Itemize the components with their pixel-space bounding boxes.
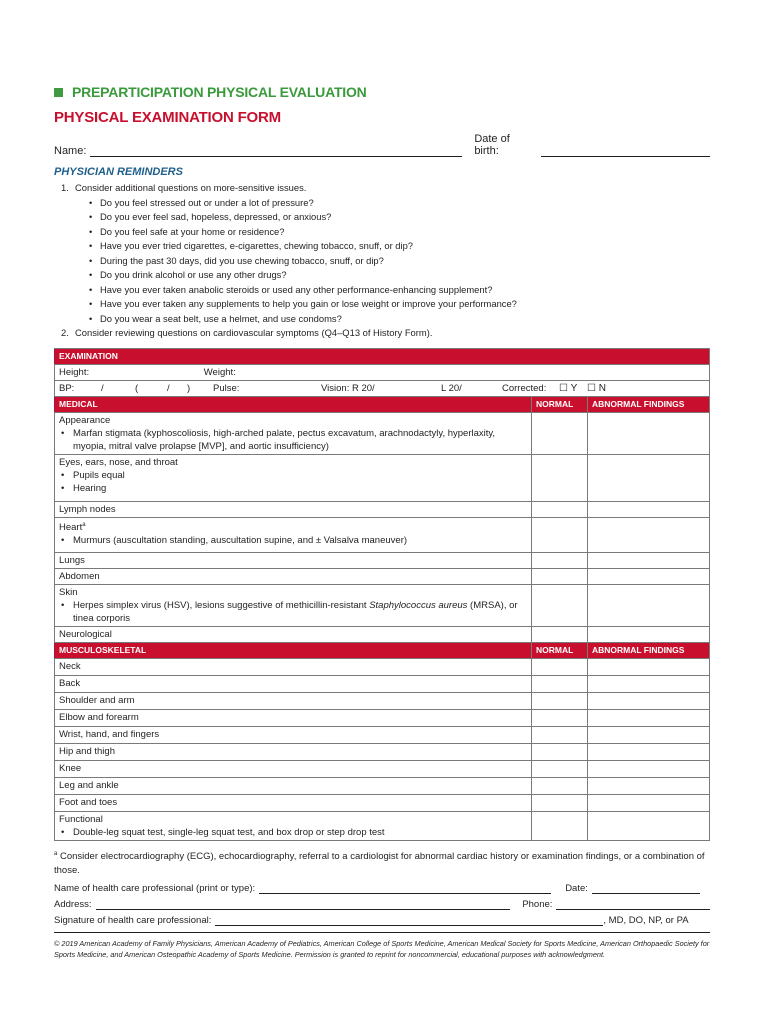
date-field[interactable] [592,882,700,894]
normal-cell[interactable] [532,811,588,840]
musculoskeletal-band [55,642,710,658]
msk-label: Back [55,675,532,692]
table-row [55,726,710,743]
eyes-detail-1: Pupils equal [73,469,125,481]
normal-cell[interactable] [532,454,588,501]
msk-label: Wrist, hand, and fingers [55,726,532,743]
msk-label: Foot and toes [55,794,532,811]
normal-cell[interactable] [532,726,588,743]
reminder-item [54,326,710,341]
eyes-detail-2: Hearing [73,482,107,494]
appearance-detail-cont: myopia, mitral valve prolapse [MVP], and aortic insufficiency) [73,440,329,452]
table-row [55,760,710,777]
exam-form-page [54,82,710,960]
normal-cell[interactable] [532,658,588,675]
table-row [55,794,710,811]
abnormal-cell[interactable] [588,709,710,726]
reminder-item [54,181,710,326]
vitals-cell[interactable] [55,380,710,396]
abnormal-cell[interactable] [588,517,710,552]
heart-detail: Murmurs (auscultation standing, auscultation supine, and ± Valsalva maneuver) [73,534,408,546]
normal-cell[interactable] [532,709,588,726]
bp-slash-2: / [167,382,170,394]
list-item: • Do you feel stressed out or under a lot of pressure? [89,196,710,211]
normal-cell[interactable] [532,675,588,692]
vision-left-label: L 20/ [441,382,462,394]
normal-cell[interactable] [532,412,588,454]
msk-label: Shoulder and arm [55,692,532,709]
height-label: Height: [59,366,90,378]
reminder-number: 1. [61,182,69,193]
bp-label: BP: [59,382,75,394]
abnormal-cell[interactable] [588,760,710,777]
abnormal-cell[interactable] [588,454,710,501]
name-field[interactable] [90,145,462,157]
reminder-questions [61,196,710,327]
appearance-label: Appearance [59,414,111,426]
footnote-text: Consider electrocardiography (ECG), echocardiography, referral to a cardiologist for abnormal cardiac history or examination findings, or a combination of those. [54,850,705,876]
vision-right-label: Vision: R 20/ [321,382,375,394]
skin-detail-a: Herpes simplex virus (HSV), lesions suggestive of methicillin-resistant [73,599,370,611]
table-row [55,811,710,840]
height-weight-row [55,364,710,380]
abnormal-cell[interactable] [588,626,710,642]
phone-field[interactable] [556,898,710,910]
list-item: • Have you ever tried cigarettes, e-cigarettes, chewing tobacco, snuff, or dip? [89,239,710,254]
normal-cell[interactable] [532,568,588,584]
functional-detail: Double-leg squat test, single-leg squat test, and box drop or step drop test [73,826,385,838]
normal-header: NORMAL [532,396,588,412]
bullet-icon [59,470,73,481]
normal-cell[interactable] [532,692,588,709]
signature-field[interactable] [215,914,603,926]
identity-line [54,133,710,157]
vitals-row [55,380,710,396]
green-square-icon [54,88,63,97]
abnormal-cell[interactable] [588,552,710,568]
signature-label: Signature of health care professional: [54,914,212,926]
abnormal-cell[interactable] [588,501,710,517]
form-title: PHYSICAL EXAMINATION FORM [54,109,281,126]
bullet-icon [59,483,73,494]
normal-cell[interactable] [532,743,588,760]
abnormal-cell[interactable] [588,675,710,692]
phone-label: Phone: [522,898,553,910]
abnormal-cell[interactable] [588,568,710,584]
abnormal-cell[interactable] [588,584,710,626]
list-item: • Have you ever taken any supplements to help you gain or lose weight or improve your performance? [89,297,710,312]
appearance-cell [55,412,532,454]
list-item: • During the past 30 days, did you use chewing tobacco, snuff, or dip? [89,254,710,269]
bullet-icon [59,600,73,611]
abnormal-cell[interactable] [588,777,710,794]
neuro-label: Neurological [55,626,532,642]
abnormal-cell[interactable] [588,692,710,709]
heart-footnote-mark: a [82,521,86,528]
footer-divider [54,932,710,933]
functional-cell [55,811,532,840]
heart-label: Heart [59,521,83,533]
abnormal-cell[interactable] [588,658,710,675]
bp-paren-close: ) [187,382,191,394]
list-item: • Do you feel safe at your home or residence? [89,225,710,240]
name-label: Name: [54,145,87,157]
abnormal-cell[interactable] [588,743,710,760]
hcp-name-label: Name of health care professional (print or type): [54,882,256,894]
list-item: • Do you wear a seat belt, use a helmet, and use condoms? [89,312,710,327]
table-row [55,692,710,709]
lungs-label: Lungs [55,552,532,568]
signature-line [54,910,710,926]
normal-cell[interactable] [532,501,588,517]
address-field[interactable] [96,898,511,910]
abnormal-header: ABNORMAL FINDINGS [588,396,710,412]
eyes-label: Eyes, ears, nose, and throat [59,456,178,468]
bullet-icon [59,827,73,838]
normal-cell[interactable] [532,552,588,568]
table-row [55,743,710,760]
table-row [55,517,710,552]
normal-cell[interactable] [532,794,588,811]
dob-field[interactable] [541,145,710,157]
eyes-cell [55,454,532,501]
date-label: Date: [565,882,588,894]
medical-band [55,396,710,412]
normal-cell[interactable] [532,777,588,794]
form-series-title: PREPARTICIPATION PHYSICAL EVALUATION [72,84,367,100]
normal-header: NORMAL [532,642,588,658]
hcp-name-field[interactable] [259,882,551,894]
table-row [55,626,710,642]
skin-detail-italic: Staphylococcus aureus [369,599,468,611]
reminder-text: Consider additional questions on more-sensitive issues. [75,182,307,193]
table-row [55,552,710,568]
table-row [55,454,710,501]
skin-detail-b: (MRSA), or [467,599,518,611]
reminder-text: Consider reviewing questions on cardiovascular symptoms (Q4–Q13 of History Form). [75,327,433,338]
skin-detail-cont: tinea corporis [73,612,131,624]
functional-label: Functional [59,813,103,825]
footnote [54,847,710,878]
abnormal-cell[interactable] [588,412,710,454]
bullet-icon [59,428,73,439]
table-row [55,709,710,726]
list-item: • Do you drink alcohol or use any other drugs? [89,268,710,283]
abnormal-cell[interactable] [588,794,710,811]
abdomen-label: Abdomen [55,568,532,584]
table-row [55,501,710,517]
height-weight-cell[interactable] [55,364,710,380]
musculoskeletal-band-label: MUSCULOSKELETAL [55,642,532,658]
credentials-label: , MD, DO, NP, or PA [603,914,689,926]
msk-label: Hip and thigh [55,743,532,760]
medical-band-label: MEDICAL [55,396,532,412]
bp-slash: / [101,382,104,394]
hcp-name-line [54,878,710,894]
pulse-label: Pulse: [213,382,240,394]
list-item: • Have you ever taken anabolic steroids or used any other performance-enhancing supplement? [89,283,710,298]
bullet-icon [59,535,73,546]
abnormal-cell[interactable] [588,811,710,840]
corrected-no-checkbox[interactable]: ☐ N [587,382,606,394]
lymph-label: Lymph nodes [55,501,532,517]
footnote-mark: a [54,850,58,857]
heart-cell [55,517,532,552]
address-line [54,894,710,910]
examination-table [54,348,710,841]
reminders-list [54,181,710,341]
table-row [55,412,710,454]
table-row [55,777,710,794]
skin-label: Skin [59,586,78,598]
address-label: Address: [54,898,92,910]
appearance-detail: Marfan stigmata (kyphoscoliosis, high-arched palate, pectus excavatum, arachnodactyly, hyperlaxity, [73,427,496,439]
msk-label: Knee [55,760,532,777]
examination-band [55,348,710,364]
copyright-notice: © 2019 American Academy of Family Physicians, American Academy of Pediatrics, American College of Sports Medicine, American Medical Society for Sports Medicine, American Orthopaedic Society for Sports Medicine, and American Osteopathic Academy of Sports Medicine. Permission is granted to reprint for noncommercial, educational purposes with acknowledgment. [54,938,710,959]
abnormal-cell[interactable] [588,726,710,743]
skin-cell [55,584,532,626]
normal-cell[interactable] [532,626,588,642]
msk-label: Neck [55,658,532,675]
normal-cell[interactable] [532,517,588,552]
form-header [54,82,710,102]
corrected-label: Corrected: [502,382,547,394]
examination-band-label: EXAMINATION [55,348,710,364]
table-row [55,584,710,626]
bp-paren-open: ( [135,382,139,394]
table-row [55,658,710,675]
list-item: • Do you ever feel sad, hopeless, depressed, or anxious? [89,210,710,225]
normal-cell[interactable] [532,584,588,626]
reminder-number: 2. [61,327,69,338]
table-row [55,675,710,692]
normal-cell[interactable] [532,760,588,777]
msk-label: Elbow and forearm [55,709,532,726]
abnormal-header: ABNORMAL FINDINGS [588,642,710,658]
dob-label: Date of birth: [474,133,510,157]
corrected-yes-checkbox[interactable]: ☐ Y [559,382,578,394]
table-row [55,568,710,584]
reminders-title: PHYSICIAN REMINDERS [54,166,183,178]
msk-label: Leg and ankle [55,777,532,794]
weight-label: Weight: [203,366,236,378]
